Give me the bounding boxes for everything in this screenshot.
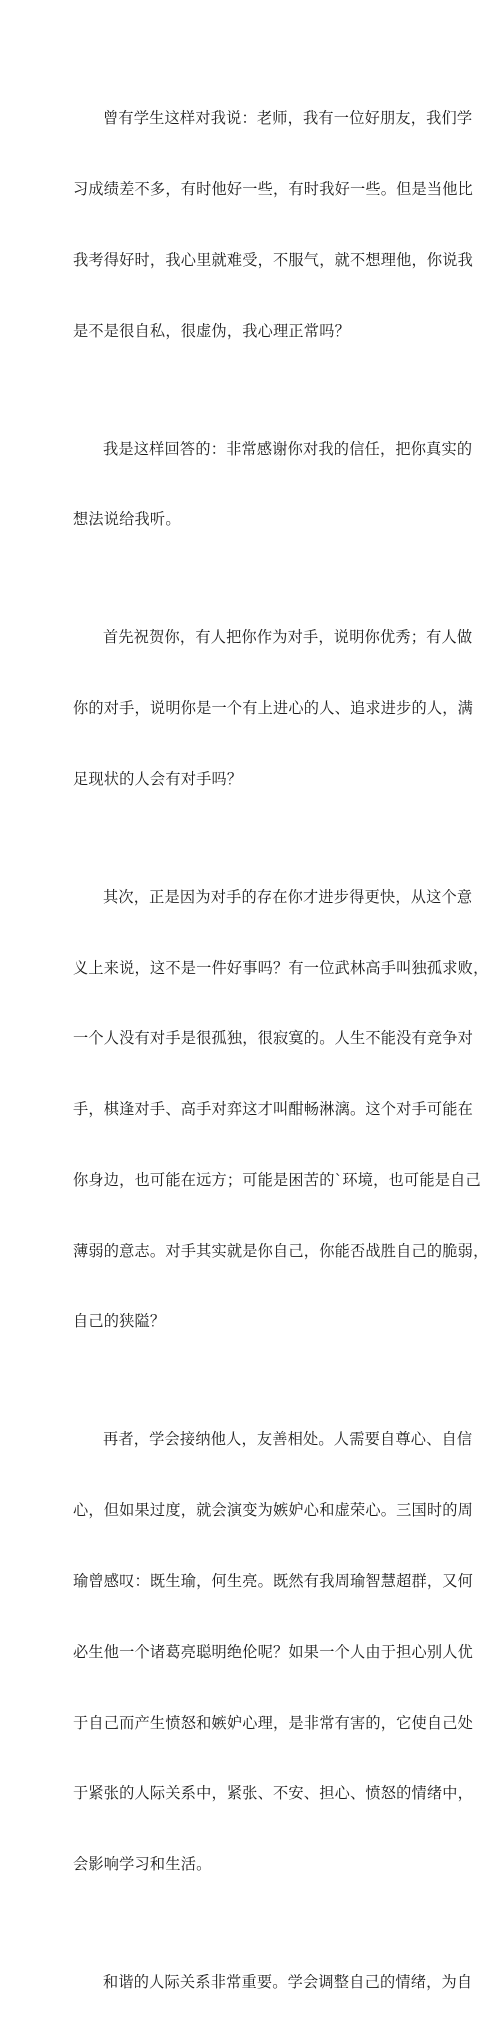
text-line: 你身边，也可能在远方；可能是困苦的`环境，也可能是自己 bbox=[73, 1170, 481, 1189]
text-line: 我是这样回答的：非常感谢你对我的信任，把你真实的 bbox=[103, 439, 473, 458]
text-line: 我考得好时，我心里就难受，不服气，就不想理他，你说我 bbox=[73, 250, 474, 269]
paragraph-3 bbox=[73, 579, 474, 839]
text-line: 你的对手，说明你是一个有上进心的人、追求进步的人，满 bbox=[73, 699, 474, 718]
text-line: 首先祝贺你，有人把你作为对手，说明你优秀；有人做 bbox=[103, 628, 473, 647]
text-line: 和谐的人际关系非常重要。学会调整自己的情绪，为自 bbox=[103, 1973, 473, 1992]
text-line: 于自己而产生愤怒和嫉妒心理，是非常有害的，它使自己处 bbox=[73, 1713, 474, 1732]
text-line: 曾有学生这样对我说：老师，我有一位好朋友，我们学 bbox=[103, 109, 473, 128]
paragraph-2 bbox=[73, 390, 473, 579]
paragraph-4 bbox=[73, 839, 489, 1382]
text-line: 瑜曾感叹：既生瑜，何生亮。既然有我周瑜智慧超群，又何 bbox=[73, 1572, 474, 1590]
text-line: 自己的狭隘？ bbox=[73, 1312, 166, 1331]
text-line: 再者，学会接纳他人，友善相处。人需要自尊心、自信 bbox=[103, 1430, 473, 1449]
text-line: 习成绩差不多，有时他好一些，有时我好一些。但是当他比 bbox=[73, 179, 474, 198]
text-line: 会影响学习和生活。 bbox=[73, 1855, 212, 1874]
paragraph-1 bbox=[73, 60, 474, 390]
paragraph-6 bbox=[73, 1924, 473, 2042]
text-line: 一个人没有对手是很孤独，很寂寞的。人生不能没有竞争对 bbox=[73, 1029, 474, 1048]
text-line: 义上来说，这不是一件好事吗？有一位武林高手叫独孤求败， bbox=[73, 958, 489, 977]
text-line: 足现状的人会有对手吗？ bbox=[73, 769, 243, 788]
text-line: 心，但如果过度，就会演变为嫉妒心和虚荣心。三国时的周 bbox=[73, 1501, 474, 1520]
text-line: 手，棋逢对手、高手对弈这才叫酣畅淋漓。这个对手可能在 bbox=[73, 1100, 474, 1119]
text-line: 于紧张的人际关系中，紧张、不安、担心、愤怒的情绪中， bbox=[73, 1784, 474, 1803]
document-body bbox=[73, 60, 489, 2042]
text-line: 是不是很自私，很虚伪，我心理正常吗？ bbox=[73, 321, 350, 340]
paragraph-5 bbox=[73, 1381, 474, 1924]
text-line: 想法说给我听。 bbox=[73, 510, 181, 529]
text-line: 薄弱的意志。对手其实就是你自己，你能否战胜自己的脆弱， bbox=[73, 1241, 489, 1260]
text-line: 其次，正是因为对手的存在你才进步得更快，从这个意 bbox=[103, 887, 473, 906]
text-line: 必生他一个诸葛亮聪明绝伦呢？如果一个人由于担心别人优 bbox=[73, 1642, 474, 1661]
